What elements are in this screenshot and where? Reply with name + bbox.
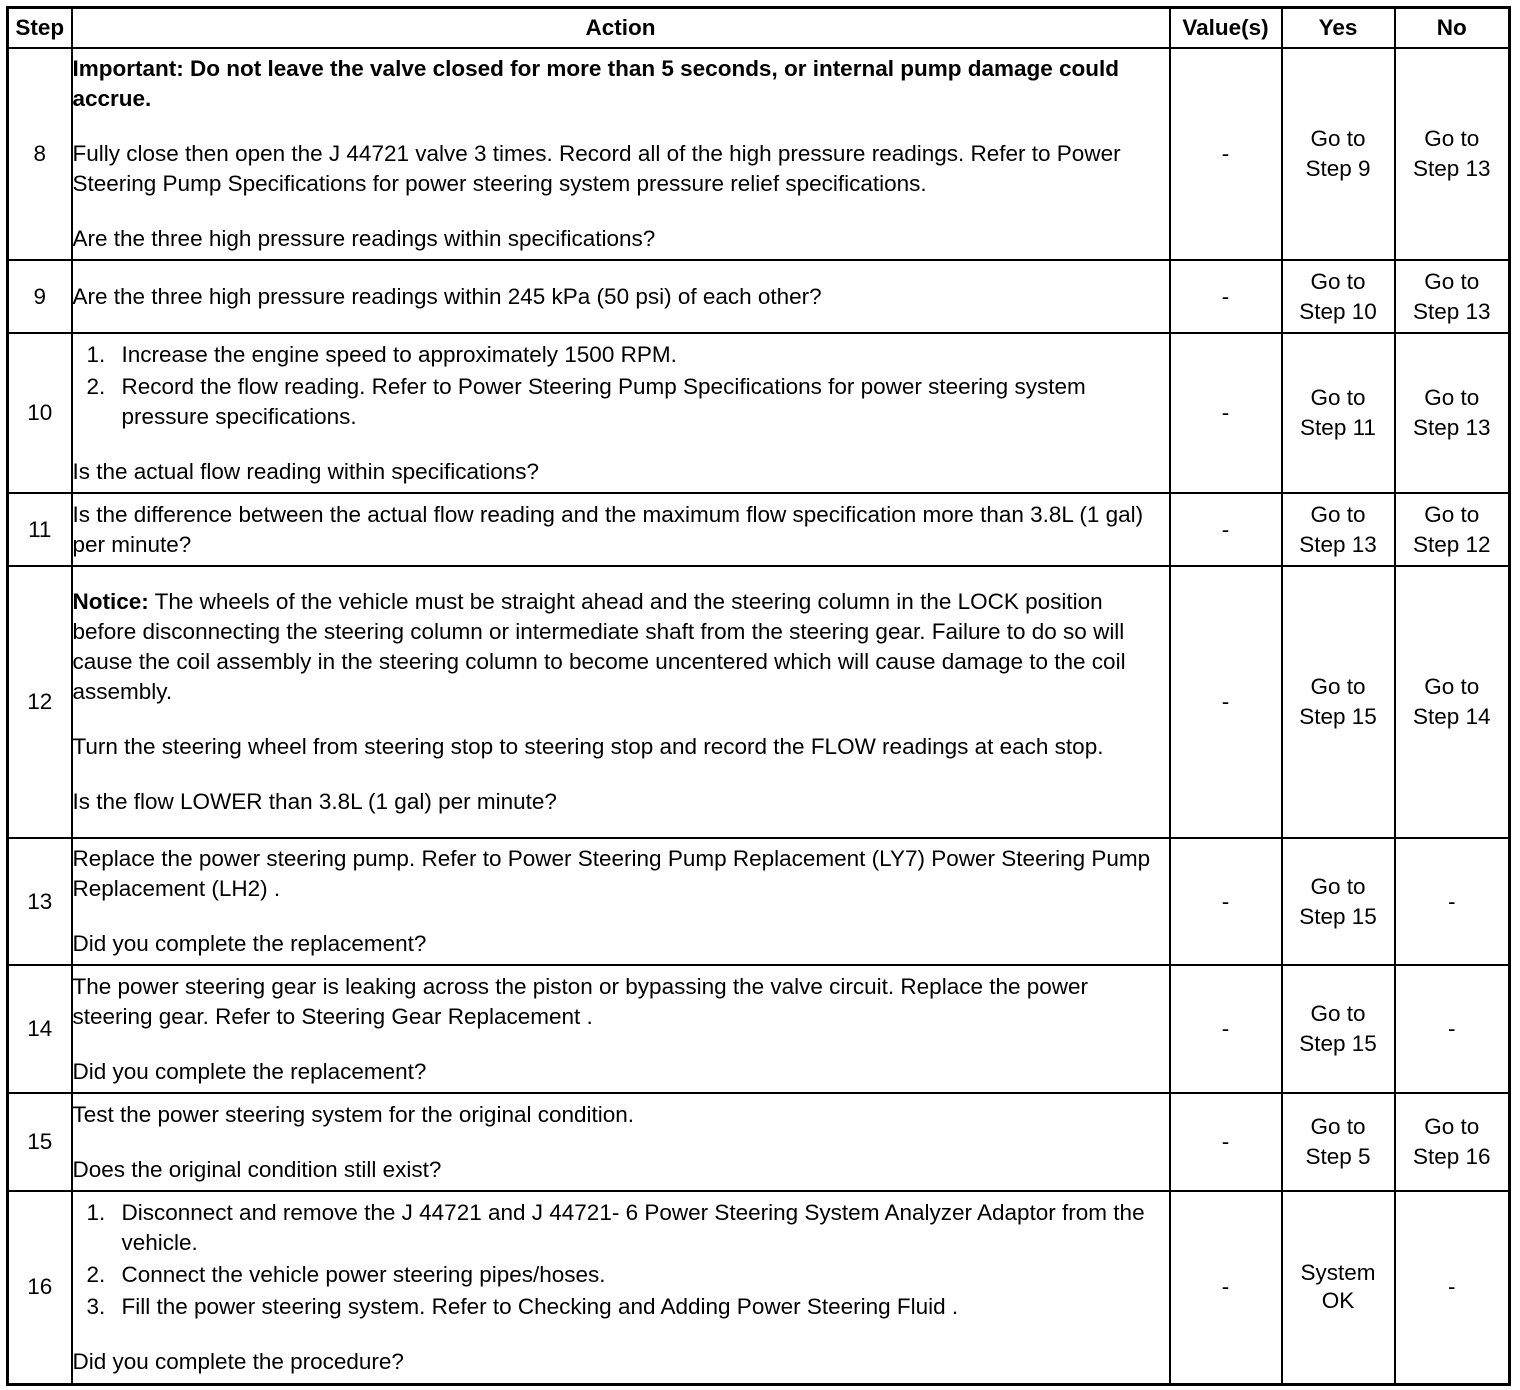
question-text: Are the three high pressure readings within specifications?: [72, 226, 656, 251]
list-item-text: Disconnect and remove the J 44721 and J 44721- 6 Power Steering System Analyzer Adaptor from the vehicle.: [121, 1199, 1145, 1255]
no-cell: [1395, 493, 1510, 566]
no-line-1: Go to: [1424, 1114, 1480, 1139]
action-cell: [72, 493, 1170, 566]
yes-line-2: Step 13: [1299, 531, 1377, 557]
yes-line-1: Go to: [1310, 674, 1366, 699]
table-row-step-13: [8, 838, 1510, 965]
no-cell: [1395, 965, 1510, 1093]
step-number: 14: [8, 965, 72, 1093]
list-item-text: Increase the engine speed to approximately 1500 RPM.: [121, 341, 677, 367]
diagnostic-table: [6, 6, 1511, 1386]
step-number: 15: [8, 1093, 72, 1191]
value-cell: -: [1170, 566, 1282, 838]
value-cell: -: [1170, 838, 1282, 965]
no-line-1: Go to: [1424, 268, 1480, 294]
header-row: [8, 8, 1510, 49]
list-item: 2. Record the flow reading. Refer to Power Steering Pump Specifications for power steering system pressure specifications.: [86, 373, 1086, 429]
table-row-step-14: [8, 965, 1510, 1093]
table-row-step-9: [8, 260, 1510, 333]
yes-line-1: System: [1300, 1260, 1376, 1286]
instruction-text: Fully close then open the J 44721 valve 3 times. Record all of the high pressure readings. Refer to Power Steering Pump Specifications for power steering system pressure relief specifications.: [72, 141, 1121, 196]
step-number: 10: [8, 333, 72, 493]
action-cell: [72, 1191, 1170, 1384]
header-action: Action: [72, 8, 1170, 49]
table-row-step-11: [8, 493, 1510, 566]
step-number: 9: [8, 260, 72, 333]
question-text: Is the actual flow reading within specifications?: [72, 458, 540, 484]
step-number: 12: [8, 566, 72, 838]
no-cell: [1395, 838, 1510, 965]
no-line-1: -: [1448, 888, 1456, 914]
table-row-step-8: [8, 48, 1510, 260]
action-cell: [72, 838, 1170, 965]
value-cell: -: [1170, 333, 1282, 493]
yes-line-1: Go to: [1310, 1114, 1366, 1139]
yes-line-2: Step 11: [1300, 415, 1376, 440]
question-text: Did you complete the replacement?: [72, 931, 427, 956]
no-line-2: Step 13: [1412, 415, 1491, 440]
yes-line-2: OK: [1321, 1288, 1355, 1314]
header-no: No: [1395, 8, 1510, 49]
no-cell: [1395, 333, 1510, 493]
step-number: 16: [8, 1191, 72, 1384]
step-number: 8: [8, 48, 72, 260]
yes-line-2: Step 15: [1299, 1031, 1377, 1056]
no-cell: [1395, 260, 1510, 333]
no-line-1: Go to: [1424, 501, 1480, 527]
list-item-text: Record the flow reading. Refer to Power Steering Pump Specifications for power steering system pressure specifications.: [121, 373, 1086, 429]
no-cell: [1395, 48, 1510, 260]
important-text: Do not leave the valve closed for more than 5 seconds, or internal pump damage could accrue.: [72, 56, 1119, 111]
value-cell: -: [1170, 1191, 1282, 1384]
procedure-list: [73, 340, 1169, 432]
yes-line-1: Go to: [1310, 385, 1366, 410]
yes-cell: [1282, 965, 1395, 1093]
yes-cell: [1282, 493, 1395, 566]
important-label: Important:: [72, 56, 184, 81]
step-number: 11: [8, 493, 72, 566]
yes-line-1: Go to: [1310, 873, 1366, 899]
table-row-step-15: [8, 1093, 1510, 1191]
action-cell: [72, 1093, 1170, 1191]
header-yes: Yes: [1282, 8, 1395, 49]
list-item-text: Connect the vehicle power steering pipes/hoses.: [121, 1261, 606, 1287]
important-note: [73, 54, 1169, 114]
question-text: Is the difference between the actual flow reading and the maximum flow specification more than 3.8L (1 gal) per minute?: [72, 501, 1144, 557]
instruction-text: The power steering gear is leaking across the piston or bypassing the valve circuit. Replace the power steering gear. Refer to Steering Gear Replacement .: [72, 973, 1089, 1029]
table-row-step-16: [8, 1191, 1510, 1384]
yes-line-1: Go to: [1310, 1001, 1366, 1026]
action-cell: [72, 260, 1170, 333]
yes-cell: [1282, 838, 1395, 965]
instruction-text: Replace the power steering pump. Refer to Power Steering Pump Replacement (LY7) Power Steering Pump Replacement (LH2) .: [72, 846, 1151, 901]
no-line-1: Go to: [1424, 674, 1480, 699]
value-cell: -: [1170, 48, 1282, 260]
list-item: 1. Increase the engine speed to approximately 1500 RPM.: [86, 341, 677, 367]
value-cell: -: [1170, 965, 1282, 1093]
no-line-2: Step 13: [1412, 156, 1491, 181]
instruction-text: Turn the steering wheel from steering stop to steering stop and record the FLOW readings at each stop.: [72, 734, 1104, 759]
yes-line-1: Go to: [1310, 501, 1366, 527]
list-item-text: Fill the power steering system. Refer to Checking and Adding Power Steering Fluid .: [121, 1293, 959, 1319]
action-cell: [72, 965, 1170, 1093]
yes-line-2: Step 10: [1299, 298, 1377, 324]
list-item: 1. Disconnect and remove the J 44721 and J 44721- 6 Power Steering System Analyzer Adaptor from the vehicle.: [86, 1199, 1145, 1255]
value-cell: -: [1170, 260, 1282, 333]
yes-line-1: Go to: [1310, 268, 1366, 294]
list-item: 2. Connect the vehicle power steering pipes/hoses.: [86, 1261, 606, 1287]
action-cell: [72, 333, 1170, 493]
header-values: Value(s): [1170, 8, 1282, 49]
action-cell: [72, 48, 1170, 260]
no-cell: [1395, 1191, 1510, 1384]
action-cell: [72, 566, 1170, 838]
yes-cell: [1282, 1191, 1395, 1384]
no-line-2: Step 12: [1412, 531, 1491, 557]
no-line-2: Step 16: [1412, 1144, 1491, 1169]
table-row-step-12: [8, 566, 1510, 838]
notice-text: The wheels of the vehicle must be straight ahead and the steering column in the LOCK position before disconnecting the steering column or intermediate shaft from the steering gear. Failure to do so will cause the coil assembly in the steering column to become uncentered which will cause damage to the coil assembly.: [72, 589, 1126, 704]
no-line-1: -: [1448, 1016, 1456, 1041]
step-number: 13: [8, 838, 72, 965]
question-text: Did you complete the procedure?: [72, 1348, 404, 1374]
yes-cell: [1282, 1093, 1395, 1191]
yes-cell: [1282, 333, 1395, 493]
procedure-list: [73, 1198, 1169, 1322]
no-line-2: Step 14: [1412, 704, 1491, 729]
question-text: Is the flow LOWER than 3.8L (1 gal) per minute?: [72, 789, 557, 814]
instruction-text: Test the power steering system for the original condition.: [72, 1101, 635, 1127]
notice-note: [73, 587, 1169, 707]
yes-line-2: Step 15: [1299, 704, 1377, 729]
yes-line-2: Step 5: [1305, 1144, 1371, 1169]
no-cell: [1395, 1093, 1510, 1191]
table-row-step-10: [8, 333, 1510, 493]
no-cell: [1395, 566, 1510, 838]
notice-label: Notice:: [72, 589, 149, 614]
yes-cell: [1282, 48, 1395, 260]
yes-line-2: Step 15: [1299, 903, 1377, 929]
value-cell: -: [1170, 493, 1282, 566]
yes-line-2: Step 9: [1305, 156, 1371, 181]
no-line-2: Step 13: [1412, 298, 1491, 324]
yes-cell: [1282, 566, 1395, 838]
value-cell: -: [1170, 1093, 1282, 1191]
question-text: Are the three high pressure readings within 245 kPa (50 psi) of each other?: [72, 283, 822, 309]
yes-cell: [1282, 260, 1395, 333]
no-line-1: -: [1448, 1274, 1456, 1300]
question-text: Did you complete the replacement?: [72, 1058, 427, 1084]
list-item: 3. Fill the power steering system. Refer to Checking and Adding Power Steering Fluid .: [86, 1293, 959, 1319]
yes-line-1: Go to: [1310, 126, 1366, 151]
header-step: Step: [8, 8, 72, 49]
no-line-1: Go to: [1424, 385, 1480, 410]
no-line-1: Go to: [1424, 126, 1480, 151]
question-text: Does the original condition still exist?: [72, 1156, 442, 1182]
